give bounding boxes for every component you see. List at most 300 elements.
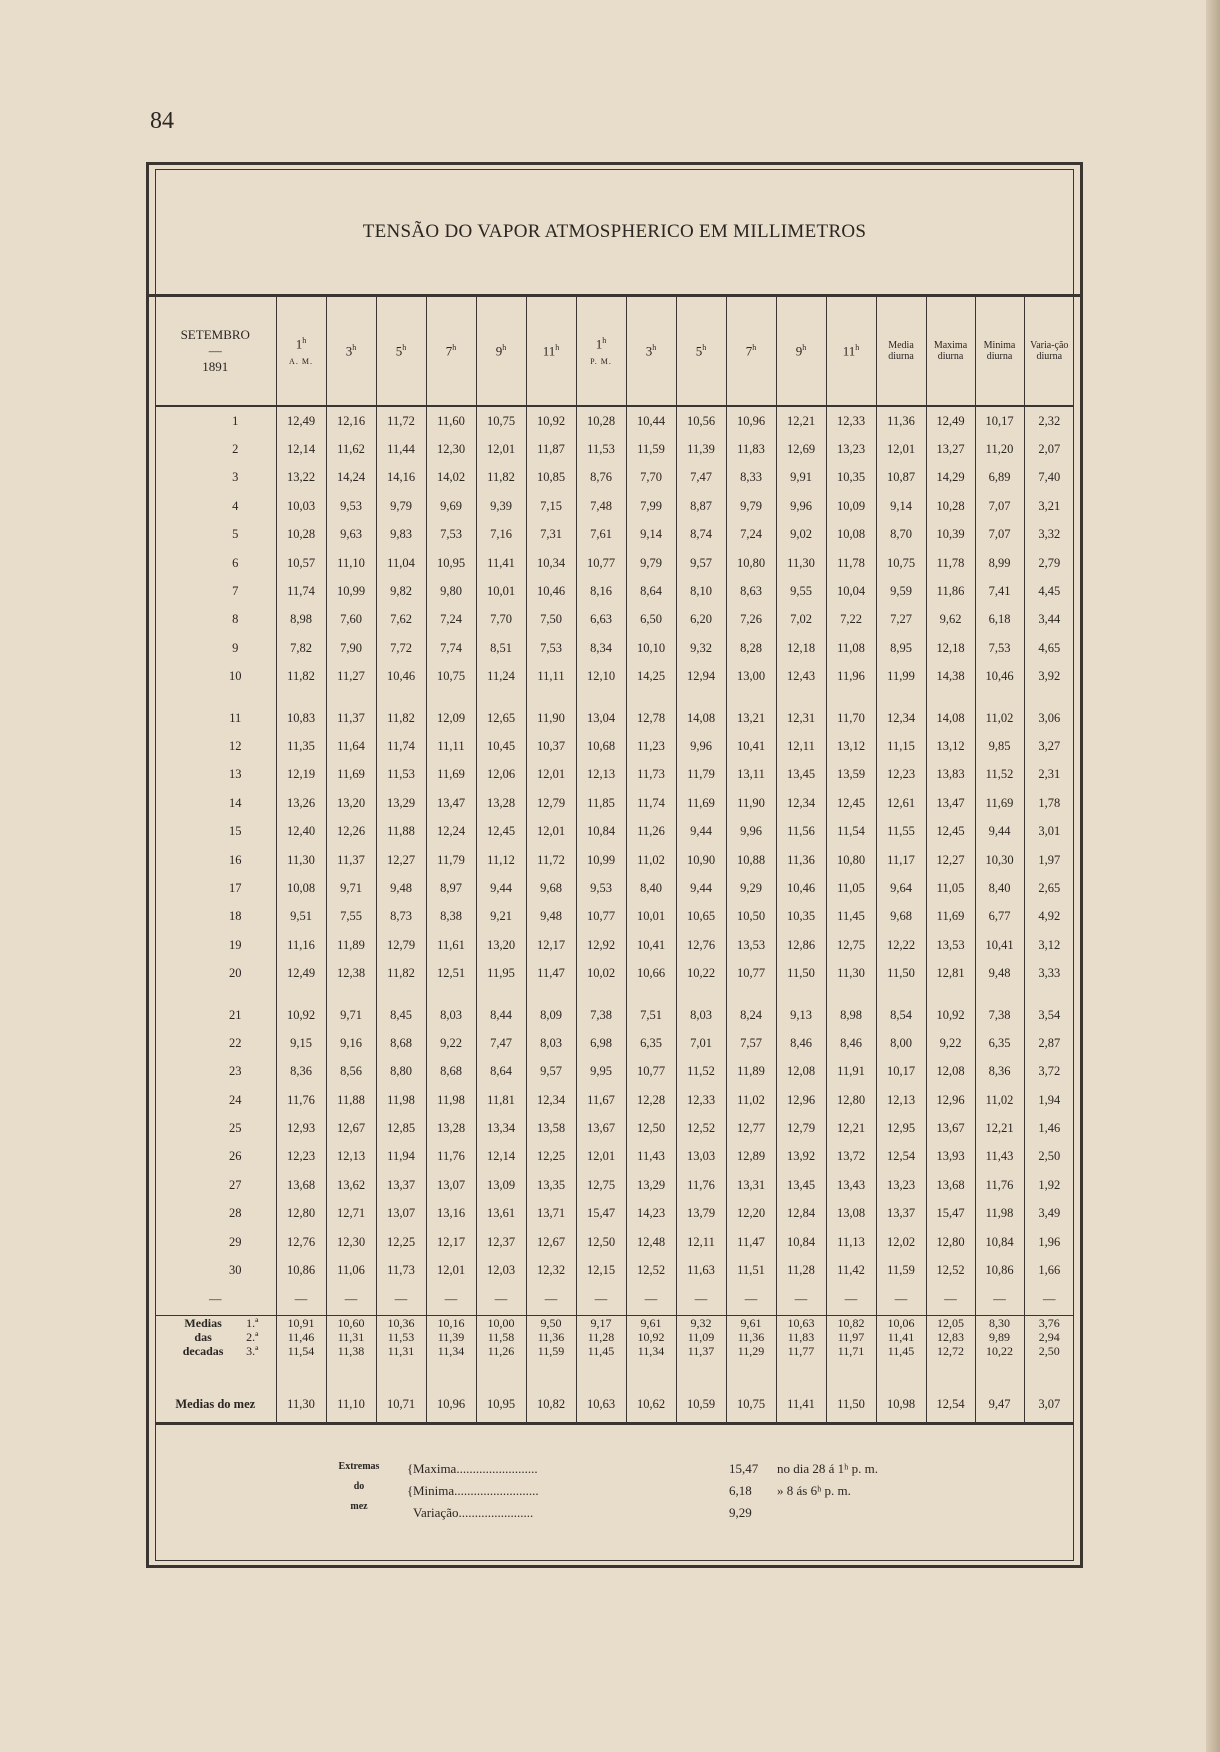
decada-value: 10,91 [276,1315,326,1330]
medias-mez-value: 12,54 [926,1388,975,1424]
maxima-note: no dia 28 á 1ʰ p. m. [777,1461,878,1476]
value-cell: 10,41 [726,732,776,760]
value-cell: 7,70 [626,464,676,492]
value-cell: 3,49 [1024,1200,1074,1228]
value-cell: 10,75 [876,549,926,577]
value-cell: 12,21 [776,406,826,435]
value-cell: 11,08 [826,634,876,662]
hour-header: 1$^h$ A. M. [276,297,326,406]
day-cell: 28 [229,1206,242,1221]
value-cell: 13,12 [926,732,975,760]
value-cell: 2,07 [1024,435,1074,463]
decada-value: 11,53 [376,1330,426,1344]
value-cell: 10,86 [276,1256,326,1284]
medias-mez-value: 10,71 [376,1388,426,1424]
table-row [155,1086,1074,1114]
table-row [155,406,1074,435]
value-cell: 9,79 [376,492,426,520]
value-cell: 13,43 [826,1171,876,1199]
value-cell: 10,92 [926,1001,975,1029]
decada-number: 1.ª [246,1315,259,1330]
spacer-cell [526,691,576,704]
value-cell: 11,05 [926,874,975,902]
spacer-cell [476,691,526,704]
value-cell: 11,82 [276,663,326,691]
extremas-label: Extremas [338,1461,380,1472]
minima-value: 6,18 [729,1483,752,1498]
value-cell: 13,35 [526,1171,576,1199]
value-cell: 12,06 [476,761,526,789]
decada-value: 11,71 [826,1344,876,1358]
value-cell: 12,43 [776,663,826,691]
page-edge-shadow [1206,0,1220,1752]
dash-cell: — [926,1285,975,1316]
value-cell: 9,79 [726,492,776,520]
value-cell: 9,69 [426,492,476,520]
value-cell: 12,17 [426,1228,476,1256]
value-cell: 11,02 [626,846,676,874]
spacer-cell [376,988,426,1001]
value-cell: 11,86 [926,577,975,605]
day-cell: 29 [229,1234,242,1249]
value-cell: 13,53 [726,931,776,959]
value-cell: 8,33 [726,464,776,492]
medias-mez-value: 10,82 [526,1388,576,1424]
value-cell: 7,07 [975,521,1024,549]
value-cell: 12,32 [526,1256,576,1284]
decada-value: 12,83 [926,1330,975,1344]
value-cell: 7,53 [426,521,476,549]
value-cell: 7,38 [975,1001,1024,1029]
spacer-cell [926,1358,975,1388]
value-cell: 12,13 [876,1086,926,1114]
value-cell: 8,63 [726,577,776,605]
medias-mez-value: 9,47 [975,1388,1024,1424]
value-cell: 12,50 [626,1114,676,1142]
medias-mez-value: 10,98 [876,1388,926,1424]
value-cell: 2,50 [1024,1143,1074,1171]
spacer-cell [626,988,676,1001]
value-cell: 11,74 [376,732,426,760]
month-label: SETEMBRO [180,327,250,342]
value-cell: 10,37 [526,732,576,760]
value-cell: 8,68 [426,1058,476,1086]
day-cell: 27 [229,1177,242,1192]
value-cell: 8,34 [576,634,626,662]
value-cell: 7,55 [326,903,376,931]
value-cell: 13,58 [526,1114,576,1142]
value-cell: 11,87 [526,435,576,463]
table-row [155,931,1074,959]
value-cell: 3,21 [1024,492,1074,520]
value-cell: 11,20 [975,435,1024,463]
value-cell: 11,61 [426,931,476,959]
value-cell: 8,46 [826,1029,876,1057]
value-cell: 7,53 [526,634,576,662]
value-cell: 12,50 [576,1228,626,1256]
value-cell: 10,46 [526,577,576,605]
value-cell: 14,02 [426,464,476,492]
value-cell: 12,14 [276,435,326,463]
value-cell: 11,53 [576,435,626,463]
decada-value: 3,76 [1024,1315,1074,1330]
value-cell: 12,09 [426,704,476,732]
extremas-brace: { [407,1483,414,1498]
value-cell: 7,15 [526,492,576,520]
value-cell: 12,18 [776,634,826,662]
spacer-cell [576,691,626,704]
value-cell: 13,27 [926,435,975,463]
value-cell: 3,92 [1024,663,1074,691]
value-cell: 13,71 [526,1200,576,1228]
value-cell: 11,05 [826,874,876,902]
value-cell: 9,79 [626,549,676,577]
decada-row [155,1315,1074,1330]
value-cell: 6,35 [975,1029,1024,1057]
value-cell: 11,30 [826,959,876,987]
value-cell: 9,02 [776,521,826,549]
value-cell: 13,31 [726,1171,776,1199]
value-cell: 12,27 [926,846,975,874]
value-cell: 10,17 [975,406,1024,435]
value-cell: 13,93 [926,1143,975,1171]
dash-cell: — [676,1285,726,1316]
value-cell: 11,12 [476,846,526,874]
value-cell: 14,23 [626,1200,676,1228]
value-cell: 11,17 [876,846,926,874]
value-cell: 11,30 [776,549,826,577]
spacer-cell [676,988,726,1001]
value-cell: 3,01 [1024,817,1074,845]
value-cell: 11,98 [376,1086,426,1114]
day-cell: 5 [232,527,239,542]
spacer-cell [826,691,876,704]
value-cell: 13,92 [776,1143,826,1171]
value-cell: 10,95 [426,549,476,577]
day-cell: 19 [229,937,242,952]
spacer-cell [926,691,975,704]
value-cell: 12,69 [776,435,826,463]
spacer-cell [276,1358,326,1388]
value-cell: 10,99 [576,846,626,874]
value-cell: 10,65 [676,903,726,931]
value-cell: 9,15 [276,1029,326,1057]
value-cell: 12,86 [776,931,826,959]
medias-mez-value: 10,59 [676,1388,726,1424]
value-cell: 11,36 [776,846,826,874]
value-cell: 9,62 [926,606,975,634]
dash-cell: — [876,1285,926,1316]
value-cell: 8,03 [526,1029,576,1057]
value-cell: 12,49 [276,959,326,987]
value-cell: 8,40 [975,874,1024,902]
value-cell: 11,45 [826,903,876,931]
value-cell: 12,71 [326,1200,376,1228]
value-cell: 10,04 [826,577,876,605]
value-cell: 3,32 [1024,521,1074,549]
value-cell: 12,25 [526,1143,576,1171]
value-cell: 9,29 [726,874,776,902]
value-cell: 12,08 [926,1058,975,1086]
dash-cell: — [1024,1285,1074,1316]
value-cell: 6,50 [626,606,676,634]
value-cell: 9,14 [876,492,926,520]
decada-value: 11,34 [426,1344,476,1358]
media-header: Media diurna [876,297,926,406]
value-cell: 11,43 [626,1143,676,1171]
value-cell: 10,28 [276,521,326,549]
row-spacer [155,691,1074,704]
decada-value: 8,30 [975,1315,1024,1330]
value-cell: 14,25 [626,663,676,691]
day-cell: 18 [229,909,242,924]
value-cell: 13,00 [726,663,776,691]
value-cell: 10,66 [626,959,676,987]
value-cell: 12,11 [776,732,826,760]
extremas-label-mez: mez [350,1501,368,1512]
value-cell: 11,96 [826,663,876,691]
table-row [155,634,1074,662]
value-cell: 11,69 [676,789,726,817]
value-cell: 13,53 [926,931,975,959]
hour-header: 3$^h$ [326,297,376,406]
hour-header: 11$^h$ [826,297,876,406]
value-cell: 8,87 [676,492,726,520]
value-cell: 3,44 [1024,606,1074,634]
value-cell: 11,78 [826,549,876,577]
value-cell: 11,95 [476,959,526,987]
value-cell: 3,72 [1024,1058,1074,1086]
value-cell: 11,26 [626,817,676,845]
table-row [155,1171,1074,1199]
value-cell: 7,47 [676,464,726,492]
value-cell: 12,18 [926,634,975,662]
value-cell: 8,36 [276,1058,326,1086]
value-cell: 12,48 [626,1228,676,1256]
value-cell: 10,17 [876,1058,926,1086]
value-cell: 12,52 [626,1256,676,1284]
value-cell: 6,89 [975,464,1024,492]
value-cell: 12,45 [926,817,975,845]
value-cell: 9,51 [276,903,326,931]
value-cell: 14,29 [926,464,975,492]
value-cell: 12,21 [826,1114,876,1142]
spacer-cell [576,1358,626,1388]
value-cell: 11,76 [426,1143,476,1171]
value-cell: 11,44 [376,435,426,463]
decada-value: 9,61 [626,1315,676,1330]
day-cell: 21 [229,1007,242,1022]
value-cell: 11,69 [326,761,376,789]
decada-value: 2,94 [1024,1330,1074,1344]
value-cell: 11,30 [276,846,326,874]
table-row [155,1200,1074,1228]
value-cell: 8,09 [526,1001,576,1029]
value-cell: 9,85 [975,732,1024,760]
value-cell: 9,13 [776,1001,826,1029]
dash-cell: — [326,1285,376,1316]
medias-mez-value: 10,62 [626,1388,676,1424]
decada-value: 11,45 [876,1344,926,1358]
value-cell: 10,45 [476,732,526,760]
decada-label [155,1330,276,1344]
day-cell: 25 [229,1121,242,1136]
value-cell: 12,76 [276,1228,326,1256]
day-cell: 14 [229,795,242,810]
value-cell: 13,45 [776,1171,826,1199]
medias-mez-value: 10,96 [426,1388,476,1424]
value-cell: 10,01 [626,903,676,931]
value-cell: 10,46 [376,663,426,691]
value-cell: 12,02 [876,1228,926,1256]
value-cell: 7,16 [476,521,526,549]
decada-value: 10,00 [476,1315,526,1330]
dash-cell: — [426,1285,476,1316]
medias-mez-label: Medias do mez [155,1388,276,1424]
medias-mez-value: 11,50 [826,1388,876,1424]
table-row [155,761,1074,789]
value-cell: 13,68 [276,1171,326,1199]
day-cell: 6 [232,555,239,570]
value-cell: 8,97 [426,874,476,902]
decada-value: 9,50 [526,1315,576,1330]
value-cell: 7,90 [326,634,376,662]
spacer-cell [626,1358,676,1388]
value-cell: 11,82 [376,959,426,987]
decada-value: 11,31 [326,1330,376,1344]
day-cell: 17 [229,880,242,895]
spacer-cell [776,988,826,1001]
value-cell: 14,16 [376,464,426,492]
value-cell: 8,99 [975,549,1024,577]
value-cell: 9,21 [476,903,526,931]
month-header [155,297,276,406]
value-cell: 10,86 [975,1256,1024,1284]
table-row [155,521,1074,549]
value-cell: 11,81 [476,1086,526,1114]
value-cell: 7,01 [676,1029,726,1057]
value-cell: 4,45 [1024,577,1074,605]
value-cell: 12,26 [326,817,376,845]
value-cell: 10,80 [726,549,776,577]
value-cell: 12,34 [776,789,826,817]
value-cell: 1,97 [1024,846,1074,874]
value-cell: 3,12 [1024,931,1074,959]
spacer-cell [576,988,626,1001]
value-cell: 13,20 [326,789,376,817]
decada-value: 11,59 [526,1344,576,1358]
decada-number: 2.ª [246,1329,259,1344]
spacer-cell [426,988,476,1001]
decada-number: 3.ª [246,1343,259,1358]
spacer-cell [975,988,1024,1001]
value-cell: 9,44 [975,817,1024,845]
value-cell: 11,69 [975,789,1024,817]
value-cell: 12,13 [576,761,626,789]
value-cell: 6,20 [676,606,726,634]
value-cell: 13,09 [476,1171,526,1199]
value-cell: 12,95 [876,1114,926,1142]
value-cell: 11,36 [876,406,926,435]
table-row [155,1228,1074,1256]
value-cell: 12,52 [926,1256,975,1284]
decada-row [155,1344,1074,1358]
value-cell: 9,63 [326,521,376,549]
value-cell: 7,57 [726,1029,776,1057]
value-cell: 11,99 [876,663,926,691]
value-cell: 13,61 [476,1200,526,1228]
value-cell: 7,40 [1024,464,1074,492]
day-cell: 10 [229,669,242,684]
value-cell: 9,95 [576,1058,626,1086]
month-dash: — [208,343,222,358]
value-cell: 7,31 [526,521,576,549]
value-cell: 15,47 [576,1200,626,1228]
value-cell: 12,45 [826,789,876,817]
value-cell: 11,72 [376,406,426,435]
value-cell: 11,37 [326,704,376,732]
value-cell: 13,59 [826,761,876,789]
value-cell: 6,18 [975,606,1024,634]
decada-label-text: Medias [184,1315,222,1330]
decada-value: 12,05 [926,1315,975,1330]
hour-header: 11$^h$ [526,297,576,406]
table-row [155,903,1074,931]
value-cell: 10,84 [576,817,626,845]
medias-mez-value: 11,30 [276,1388,326,1424]
value-cell: 12,16 [326,406,376,435]
value-cell: 11,69 [926,903,975,931]
value-cell: 12,03 [476,1256,526,1284]
value-cell: 9,96 [676,732,726,760]
value-cell: 10,84 [776,1228,826,1256]
value-cell: 11,16 [276,931,326,959]
value-cell: 12,89 [726,1143,776,1171]
value-cell: 8,68 [376,1029,426,1057]
value-cell: 1,92 [1024,1171,1074,1199]
value-cell: 10,77 [576,903,626,931]
value-cell: 11,54 [826,817,876,845]
value-cell: 10,30 [975,846,1024,874]
value-cell: 7,47 [476,1029,526,1057]
day-cell: 20 [229,966,242,981]
table-row [155,704,1074,732]
value-cell: 12,21 [975,1114,1024,1142]
value-cell: 11,98 [975,1200,1024,1228]
spacer-cell [626,691,676,704]
value-cell: 11,88 [326,1086,376,1114]
value-cell: 14,38 [926,663,975,691]
spacer-cell [376,691,426,704]
day-cell: 30 [229,1263,242,1278]
value-cell: 11,70 [826,704,876,732]
table-row [155,435,1074,463]
value-cell: 11,62 [326,435,376,463]
value-cell: 11,72 [526,846,576,874]
table-row [155,1143,1074,1171]
value-cell: 11,67 [576,1086,626,1114]
value-cell: 12,84 [776,1200,826,1228]
decada-value: 11,45 [576,1344,626,1358]
value-cell: 11,52 [975,761,1024,789]
decada-value: 11,77 [776,1344,826,1358]
medias-mez-value: 3,07 [1024,1388,1074,1424]
value-cell: 7,07 [975,492,1024,520]
dash-cell: — [576,1285,626,1316]
spacer-cell [426,691,476,704]
dash-cell: — [776,1285,826,1316]
value-cell: 13,04 [576,704,626,732]
